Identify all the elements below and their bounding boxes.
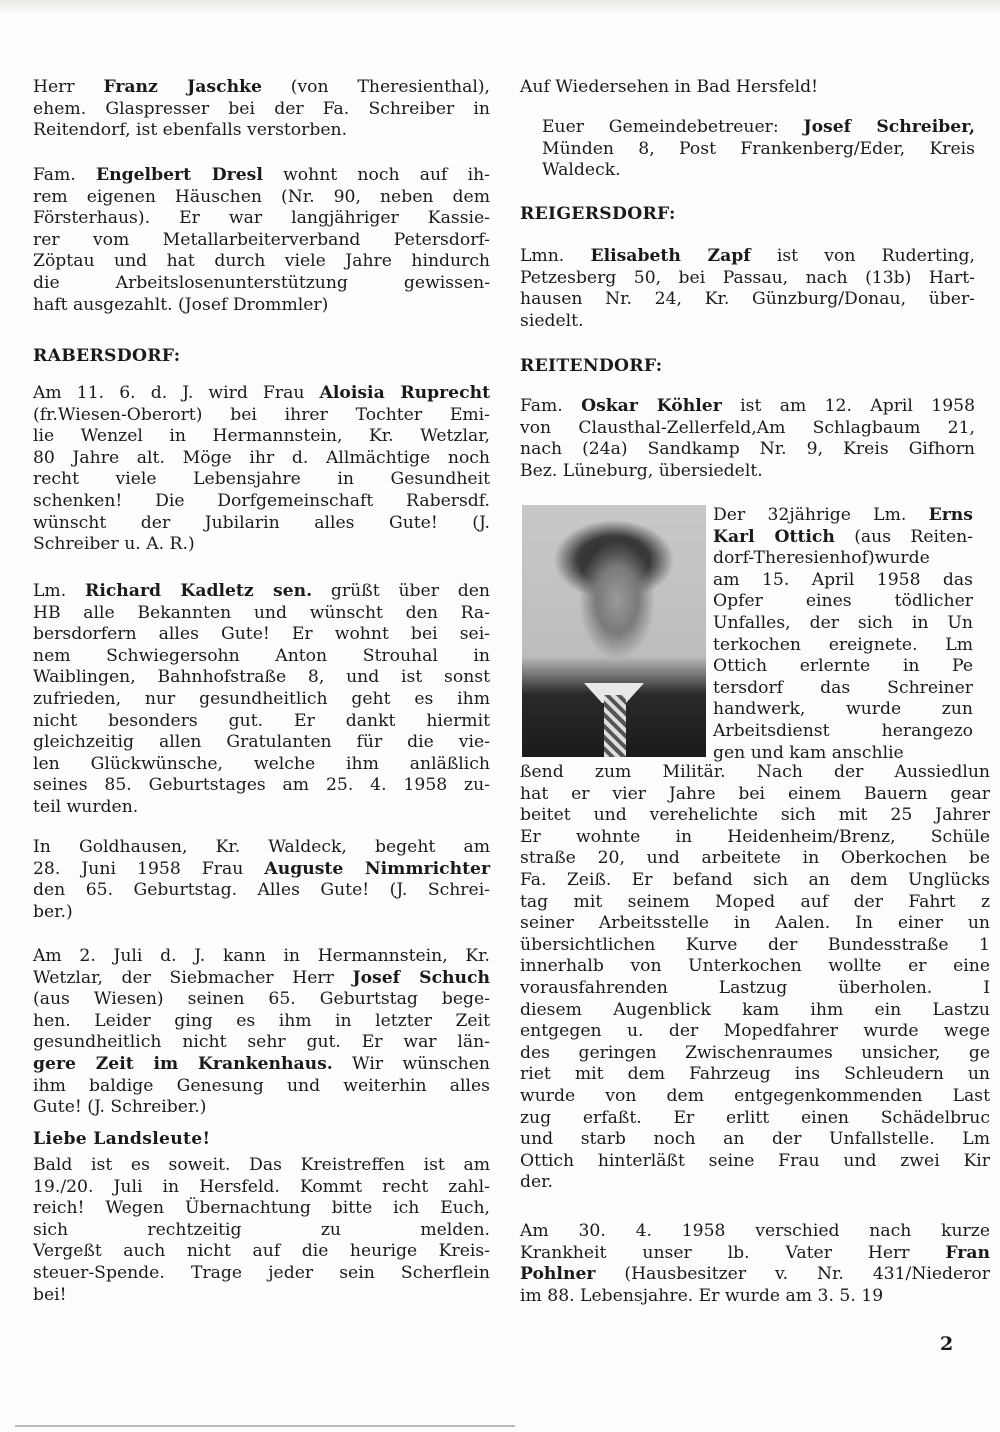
text-run: terkochen ereignete. Lm xyxy=(713,634,973,655)
text-line xyxy=(33,1198,490,1220)
paragraph xyxy=(520,762,990,1194)
text-run: (aus Wiesen) seinen 65. Geburtstag bege- xyxy=(33,989,490,1010)
text-line xyxy=(33,165,490,187)
text-line xyxy=(520,1221,990,1243)
text-line xyxy=(520,396,975,418)
text-run: schenken! Die Dorfgemeinschaft Rabersdf. xyxy=(33,490,490,511)
paragraph xyxy=(713,505,973,764)
text-line xyxy=(520,356,975,378)
text-run: Auf Wiedersehen in Bad Hersfeld! xyxy=(520,77,819,97)
text-run: rer vom Metallarbeiterverband Petersdorf- xyxy=(33,229,490,250)
text-run: Fa. Zeiß. Er befand sich an dem Unglücks xyxy=(520,869,990,890)
paragraph xyxy=(33,837,490,923)
text-line xyxy=(33,120,490,142)
text-line xyxy=(520,892,990,914)
text-line xyxy=(520,1021,990,1043)
text-run: Schreiber u. A. R.) xyxy=(33,534,195,555)
text-run: In Goldhausen, Kr. Waldeck, begeht am xyxy=(33,837,490,857)
page-number: 2 xyxy=(940,1333,954,1355)
text-run: Am 11. 6. d. J. wird Frau xyxy=(33,383,320,403)
text-line xyxy=(520,268,975,290)
text-line xyxy=(33,1032,490,1054)
text-run: REITENDORF: xyxy=(520,356,663,376)
paragraph xyxy=(520,77,975,99)
text-run: Liebe Landsleute! xyxy=(33,1129,211,1149)
text-line xyxy=(520,913,990,935)
text-run: die Arbeitslosenunterstützung gewissen- xyxy=(33,272,490,293)
text-run: Ottich erlernte in Pe xyxy=(713,656,973,677)
text-line xyxy=(33,1220,490,1242)
bold-name: Oskar Köhler xyxy=(581,396,722,416)
text-run: Der 32jährige Lm. xyxy=(713,505,929,525)
text-run: hat er vier Jahre bei einem Bauern gear xyxy=(520,783,990,804)
text-line xyxy=(520,784,990,806)
text-run: recht viele Lebensjahre in Gesundheit xyxy=(33,469,490,490)
bold-name: Fran xyxy=(945,1242,990,1263)
text-run: Euer Gemeindebetreuer: xyxy=(542,117,804,137)
text-run: siedelt. xyxy=(520,310,584,331)
text-line xyxy=(520,978,990,1000)
text-line xyxy=(713,721,973,743)
text-line xyxy=(520,956,990,978)
text-line xyxy=(542,117,975,139)
text-run: Wir wünschen xyxy=(332,1053,490,1074)
section-heading xyxy=(520,356,975,378)
bold-name: Aloisia Ruprecht xyxy=(319,383,491,403)
text-run: Wetzlar, der Siebmacher Herr xyxy=(33,967,353,988)
text-run: Krankheit unser lb. Vater Herr xyxy=(520,1242,946,1263)
text-run: ihm baldige Genesung und weiterhin alles xyxy=(33,1075,490,1096)
text-line xyxy=(520,289,975,311)
text-run: Er wohnte in Heidenheim/Brenz, Schüle xyxy=(520,826,990,847)
text-run: Fam. xyxy=(33,165,96,185)
text-run: Lm. xyxy=(33,581,86,601)
paragraph xyxy=(33,165,490,316)
text-run: diesem Augenblick kam ihm ein Lastzu xyxy=(520,999,990,1020)
text-line xyxy=(33,1263,490,1285)
text-run: straße 20, und arbeitete in Oberkochen be xyxy=(520,848,990,869)
text-line xyxy=(33,1241,490,1263)
text-run: gleichzeitig allen Gratulanten für die vie- xyxy=(33,732,490,753)
text-line xyxy=(33,448,490,470)
text-line xyxy=(520,827,990,849)
text-run: Bez. Lüneburg, übersiedelt. xyxy=(520,460,763,481)
text-run: wurde von dem entgegenkommenden Last xyxy=(520,1085,990,1106)
text-line xyxy=(33,99,490,121)
text-line xyxy=(520,77,975,99)
text-run: Vergeßt auch nicht auf die heurige Kreis- xyxy=(33,1241,490,1262)
text-run: HB alle Bekannten und wünscht den Ra- xyxy=(33,602,490,623)
bold-name: Pohlner xyxy=(520,1264,596,1285)
text-run: Försterhaus). Er war langjähriger Kassie- xyxy=(33,208,490,229)
text-run: seiner Arbeitsstelle in Aalen. In einer un xyxy=(520,913,990,934)
text-line xyxy=(33,77,490,99)
text-run: reich! Wegen Übernachtung bitte ich Euch, xyxy=(33,1198,490,1219)
text-line xyxy=(520,848,990,870)
text-line xyxy=(33,1054,490,1076)
text-line xyxy=(520,1108,990,1130)
text-run: tag mit seinem Moped auf der Fahrt z xyxy=(520,891,990,912)
text-line xyxy=(33,667,490,689)
text-line xyxy=(33,1011,490,1033)
text-run: 19./20. Juli in Hersfeld. Kommt recht zahl- xyxy=(33,1176,490,1197)
text-line xyxy=(520,204,975,226)
text-run: grüßt über den xyxy=(312,581,490,601)
text-line xyxy=(33,603,490,625)
text-line xyxy=(520,439,975,461)
text-run: seines 85. Geburtstages am 25. 4. 1958 zu- xyxy=(33,775,490,796)
text-line xyxy=(520,1243,990,1265)
text-run: Am 30. 4. 1958 verschied nach kurze xyxy=(520,1221,990,1241)
text-line xyxy=(33,469,490,491)
text-run: nicht besonders gut. Er dankt hiermit xyxy=(33,710,490,731)
text-run: hen. Leider ging es ihm in letzter Zeit xyxy=(33,1010,490,1031)
text-run: bei! xyxy=(33,1284,67,1305)
text-run: im 88. Lebensjahre. Er wurde am 3. 5. 19 xyxy=(520,1285,884,1306)
text-line xyxy=(33,346,490,368)
text-line xyxy=(33,754,490,776)
paragraph xyxy=(520,396,975,482)
text-line xyxy=(520,1264,990,1286)
text-run: Am 2. Juli d. J. kann in Hermannstein, Kr. xyxy=(33,946,490,966)
text-run: 80 Jahre alt. Möge ihr d. Allmächtige noch xyxy=(33,447,490,468)
paragraph xyxy=(33,946,490,1119)
text-run: tersdorf das Schreiner xyxy=(713,677,973,698)
section-heading xyxy=(520,204,975,226)
bold-name: Franz Jaschke xyxy=(103,77,262,97)
scan-edge-bottom xyxy=(15,1425,515,1427)
text-line xyxy=(33,426,490,448)
text-line xyxy=(713,570,973,592)
text-run: innerhalb von Unterkochen wollte er eine xyxy=(520,956,990,977)
text-run: sich rechtzeitig zu melden. xyxy=(33,1219,490,1240)
text-run: bersdorfern alles Gute! Er wohnt bei sei- xyxy=(33,624,490,645)
text-run: wohnt noch auf ih- xyxy=(262,165,490,185)
text-line xyxy=(33,902,490,924)
text-line xyxy=(713,505,973,527)
text-line xyxy=(33,1177,490,1199)
text-run: von Clausthal-Zellerfeld,Am Schlagbaum 21, xyxy=(520,417,975,438)
text-line xyxy=(33,405,490,427)
text-line xyxy=(33,491,490,513)
text-line xyxy=(520,1151,990,1173)
text-run: ist am 12. April 1958 xyxy=(721,396,976,416)
text-line xyxy=(33,775,490,797)
text-line xyxy=(33,273,490,295)
text-run: riet mit dem Fahrzeug ins Schleudern un xyxy=(520,1064,990,1085)
text-line xyxy=(33,1285,490,1307)
text-run: zug erfaßt. Er erlitt einen Schädelbruc xyxy=(520,1107,990,1128)
section-heading xyxy=(33,1129,490,1151)
text-line xyxy=(33,1155,490,1177)
text-line xyxy=(33,208,490,230)
text-run: Arbeitsdienst herangezo xyxy=(713,720,973,741)
photo-tie xyxy=(604,695,626,757)
text-line xyxy=(33,581,490,603)
text-run: 28. Juni 1958 Frau xyxy=(33,858,265,879)
text-run: Petzesberg 50, bei Passau, nach (13b) Hart- xyxy=(520,267,975,288)
text-line xyxy=(33,383,490,405)
text-run: handwerk, wurde zun xyxy=(713,699,973,720)
text-line xyxy=(33,968,490,990)
text-line xyxy=(542,160,975,182)
text-line xyxy=(33,946,490,968)
section-heading xyxy=(33,346,490,368)
text-run: Lmn. xyxy=(520,246,591,266)
text-run: ehem. Glaspresser bei der Fa. Schreiber in xyxy=(33,98,490,119)
text-run: am 15. April 1958 das xyxy=(713,569,973,590)
paragraph xyxy=(520,246,975,332)
text-run: (Hausbesitzer v. Nr. 431/Niederor xyxy=(595,1264,990,1285)
text-line xyxy=(520,1043,990,1065)
text-run: lie Wenzel in Hermannstein, Kr. Wetzlar, xyxy=(33,426,490,447)
text-run: den 65. Geburtstag. Alles Gute! (J. Schrei- xyxy=(33,880,490,901)
text-line xyxy=(520,418,975,440)
text-run: steuer-Spende. Trage jeder sein Scherflein xyxy=(33,1262,490,1283)
text-run: Bald ist es soweit. Das Kreistreffen ist am xyxy=(33,1155,490,1175)
text-run: vorausfahrenden Lastzug überholen. I xyxy=(520,977,990,998)
bold-name: Richard Kadletz sen. xyxy=(85,581,313,601)
text-line xyxy=(520,1000,990,1022)
text-line xyxy=(520,762,990,784)
text-line xyxy=(33,880,490,902)
text-run: (fr.Wiesen-Oberort) bei ihrer Tochter Emi- xyxy=(33,404,490,425)
text-run: rem eigenen Häuschen (Nr. 90, neben dem xyxy=(33,186,490,207)
text-run: (von Theresienthal), xyxy=(261,77,490,97)
text-run: haft ausgezahlt. (Josef Drommler) xyxy=(33,294,329,315)
text-run: entgegen u. der Mopedfahrer wurde wege xyxy=(520,1021,990,1042)
text-run: hausen Nr. 24, Kr. Günzburg/Donau, über- xyxy=(520,289,975,310)
text-run: gesundheitlich nicht sehr gut. Er war län- xyxy=(33,1032,490,1053)
text-line xyxy=(713,548,973,570)
bold-name: Karl Ottich xyxy=(713,526,835,547)
text-line xyxy=(520,1064,990,1086)
text-line xyxy=(33,1076,490,1098)
text-run: und starb noch an der Unfallstelle. Lm xyxy=(520,1129,990,1150)
text-run: zufrieden, nur gesundheitlich geht es ihm xyxy=(33,688,490,709)
text-run: ber.) xyxy=(33,901,73,922)
text-line xyxy=(33,837,490,859)
text-run: übersichtlichen Kurve der Bundesstraße 1 xyxy=(520,934,990,955)
text-line xyxy=(542,139,975,161)
text-run: len Glückwünsche, welche ihm anläßlich xyxy=(33,753,490,774)
bold-name: gere Zeit im Krankenhaus. xyxy=(33,1053,333,1074)
text-line xyxy=(713,591,973,613)
text-line xyxy=(713,743,973,765)
paragraph xyxy=(33,383,490,556)
text-run: RABERSDORF: xyxy=(33,346,181,366)
text-line xyxy=(520,1086,990,1108)
bold-name: Elisabeth Zapf xyxy=(590,246,751,266)
text-run: nem Schwiegersohn Anton Strouhal in xyxy=(33,645,490,666)
text-line xyxy=(33,732,490,754)
text-line xyxy=(713,613,973,635)
text-line xyxy=(713,527,973,549)
text-run: Fam. xyxy=(520,396,582,416)
text-line xyxy=(713,699,973,721)
text-line xyxy=(520,935,990,957)
text-run: Reitendorf, ist ebenfalls verstorben. xyxy=(33,120,348,141)
text-line xyxy=(33,989,490,1011)
paragraph xyxy=(520,1221,990,1307)
text-line xyxy=(520,870,990,892)
text-line xyxy=(33,230,490,252)
text-line xyxy=(33,711,490,733)
text-run: teil wurden. xyxy=(33,796,139,817)
bold-name: Josef Schuch xyxy=(352,967,491,988)
text-line xyxy=(713,635,973,657)
text-run: Waiblingen, Bahnhofstraße 8, und ist sonst xyxy=(33,667,490,688)
text-line xyxy=(520,805,990,827)
text-line xyxy=(33,187,490,209)
text-line xyxy=(33,624,490,646)
text-run: Gute! (J. Schreiber.) xyxy=(33,1097,207,1118)
text-run: ist von Ruderting, xyxy=(750,246,975,266)
text-line xyxy=(520,461,975,483)
text-run: gen und kam anschlie xyxy=(713,742,904,763)
text-run: REIGERSDORF: xyxy=(520,204,676,224)
bold-name: Engelbert Dresl xyxy=(95,165,263,185)
text-line xyxy=(520,1286,990,1308)
text-line xyxy=(713,656,973,678)
text-line xyxy=(33,1097,490,1119)
paragraph xyxy=(542,117,975,182)
bold-name: Auguste Nimmrichter xyxy=(264,858,490,879)
text-run: beitet und verehelichte sich mit 25 Jahrer xyxy=(520,805,990,826)
text-run: des geringen Zwischenraumes unsicher, ge xyxy=(520,1042,990,1063)
text-run: Münden 8, Post Frankenberg/Eder, Kreis xyxy=(542,138,975,159)
text-line xyxy=(33,295,490,317)
text-line xyxy=(520,1129,990,1151)
text-run: wünscht der Jubilarin alles Gute! (J. xyxy=(33,512,490,533)
paragraph xyxy=(33,1155,490,1306)
text-line xyxy=(33,1129,490,1151)
text-run: nach (24a) Sandkamp Nr. 9, Kreis Gifhorn xyxy=(520,439,975,460)
text-line xyxy=(33,534,490,556)
text-run: der. xyxy=(520,1172,553,1193)
text-line xyxy=(33,859,490,881)
text-line xyxy=(33,689,490,711)
text-line xyxy=(713,678,973,700)
text-run: dorf-Theresienhof)wurde xyxy=(713,548,930,569)
text-run: Unfalles, der sich in Un xyxy=(713,612,973,633)
paragraph xyxy=(33,581,490,819)
bold-name: Josef Schreiber, xyxy=(803,117,975,137)
text-run: Opfer eines tödlicher xyxy=(713,591,973,612)
text-run: Ottich hinterläßt seine Frau und zwei Kir xyxy=(520,1150,990,1171)
text-run: Herr xyxy=(33,77,104,97)
text-line xyxy=(33,251,490,273)
text-run: (aus Reiten- xyxy=(834,526,973,547)
text-run: Zöptau und hat durch viele Jahre hindurch xyxy=(33,251,490,272)
text-run: ßend zum Militär. Nach der Aussiedlun xyxy=(520,762,990,782)
text-line xyxy=(33,513,490,535)
paragraph xyxy=(33,77,490,142)
bold-name: Erns xyxy=(928,505,973,525)
portrait-photo xyxy=(522,505,706,757)
text-run: Waldeck. xyxy=(542,160,621,181)
text-line xyxy=(33,646,490,668)
text-line xyxy=(33,797,490,819)
text-line xyxy=(520,1172,990,1194)
text-line xyxy=(520,311,975,333)
text-line xyxy=(520,246,975,268)
